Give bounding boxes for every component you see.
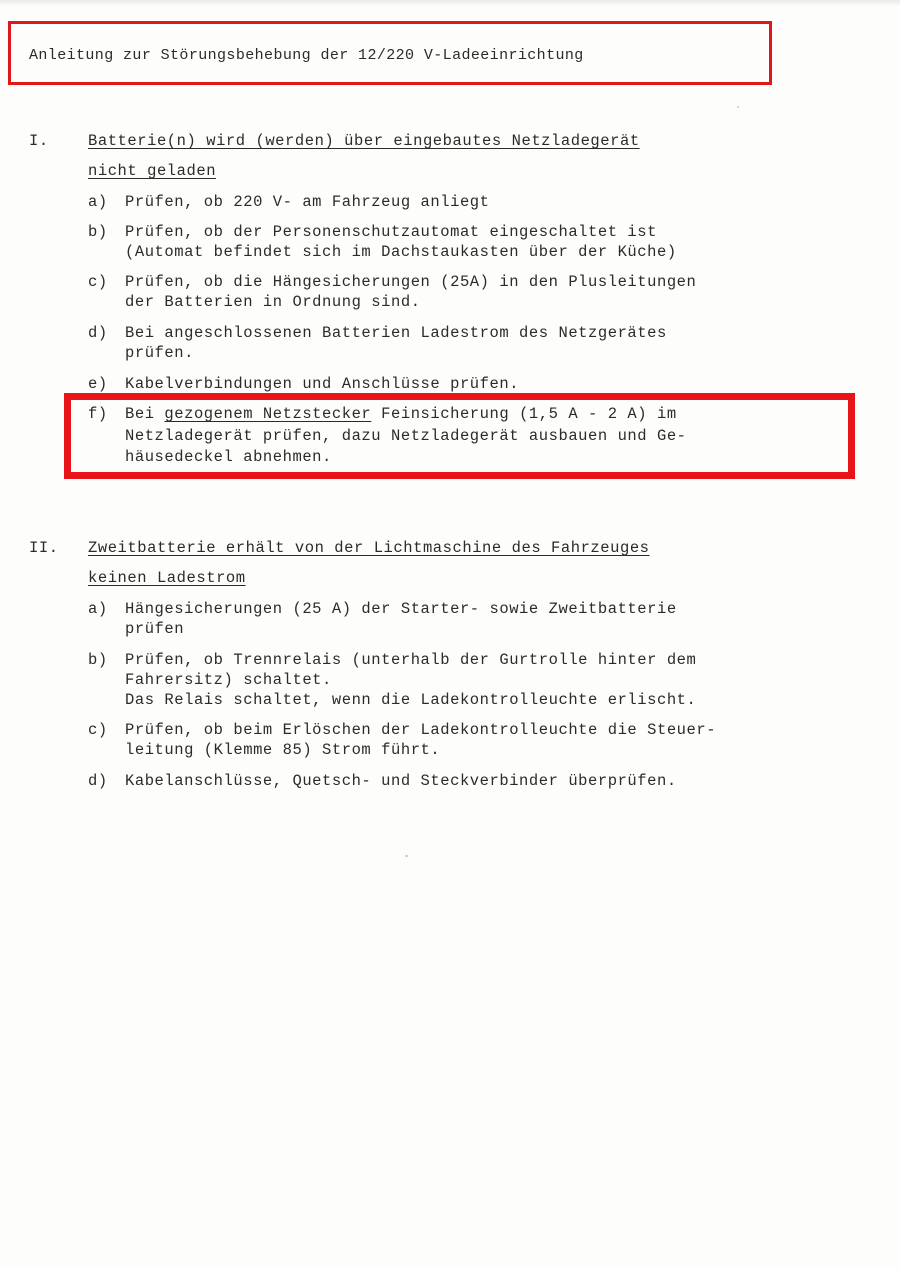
item-marker: a)	[88, 193, 108, 211]
underlined-phrase: gezogenem Netzstecker	[164, 405, 372, 423]
item-text-line-1: Prüfen, ob 220 V- am Fahrzeug anliegt	[125, 193, 490, 211]
item-text-line-1: Prüfen, ob Trennrelais (unterhalb der Gurtrolle hinter dem	[125, 651, 697, 669]
section-2-heading-line-1: Zweitbatterie erhält von der Lichtmaschine des Fahrzeuges	[88, 539, 650, 557]
item-text-line-1	[125, 404, 677, 424]
scan-edge-shadow	[0, 0, 900, 6]
item-text-line-3: Das Relais schaltet, wenn die Ladekontrolleuchte erlischt.	[125, 691, 697, 709]
item-text-tail: Feinsicherung (1,5 A - 2 A) im	[371, 405, 677, 423]
item-text-line-2: Fahrersitz) schaltet.	[125, 671, 332, 689]
item-text-line-1: Prüfen, ob der Personenschutzautomat eingeschaltet ist	[125, 223, 657, 241]
item-text-line-2: der Batterien in Ordnung sind.	[125, 293, 421, 311]
item-text-line-1: Prüfen, ob beim Erlöschen der Ladekontrolleuchte die Steuer-	[125, 721, 717, 739]
item-text-line-2: prüfen.	[125, 344, 194, 362]
item-marker: c)	[88, 273, 108, 291]
item-marker: c)	[88, 721, 108, 739]
scan-speck	[737, 106, 739, 108]
scan-speck	[405, 855, 408, 857]
section-1-heading-line-1: Batterie(n) wird (werden) über eingebautes Netzladegerät	[88, 132, 640, 150]
item-marker: b)	[88, 651, 108, 669]
item-marker: d)	[88, 772, 108, 790]
item-marker: a)	[88, 600, 108, 618]
section-1-number: I.	[29, 132, 49, 150]
section-2-number: II.	[29, 539, 59, 557]
item-marker: e)	[88, 375, 108, 393]
item-text-line-2: prüfen	[125, 620, 185, 638]
item-text-line-2: leitung (Klemme 85) Strom führt.	[125, 741, 441, 759]
item-marker: d)	[88, 324, 108, 342]
item-text-line-1: Kabelverbindungen und Anschlüsse prüfen.	[125, 375, 520, 393]
item-text-line-2: (Automat befindet sich im Dachstaukasten über der Küche)	[125, 243, 677, 261]
document-title: Anleitung zur Störungsbehebung der 12/220 V-Ladeeinrichtung	[29, 47, 584, 64]
item-text-lead: Bei	[125, 405, 165, 423]
item-marker: b)	[88, 223, 108, 241]
section-1-heading-line-2: nicht geladen	[88, 162, 217, 180]
item-text-line-1: Prüfen, ob die Hängesicherungen (25A) in den Plusleitungen	[125, 273, 697, 291]
item-text-line-1: Hängesicherungen (25 A) der Starter- sowie Zweitbatterie	[125, 600, 677, 618]
item-text-line-2: Netzladegerät prüfen, dazu Netzladegerät ausbauen und Ge-	[125, 427, 687, 445]
item-text-line-3: häusedeckel abnehmen.	[125, 448, 332, 466]
item-text-line-1: Kabelanschlüsse, Quetsch- und Steckverbinder überprüfen.	[125, 772, 677, 790]
section-2-heading-line-2: keinen Ladestrom	[88, 569, 246, 587]
item-marker: f)	[88, 405, 108, 423]
item-text-line-1: Bei angeschlossenen Batterien Ladestrom des Netzgerätes	[125, 324, 667, 342]
